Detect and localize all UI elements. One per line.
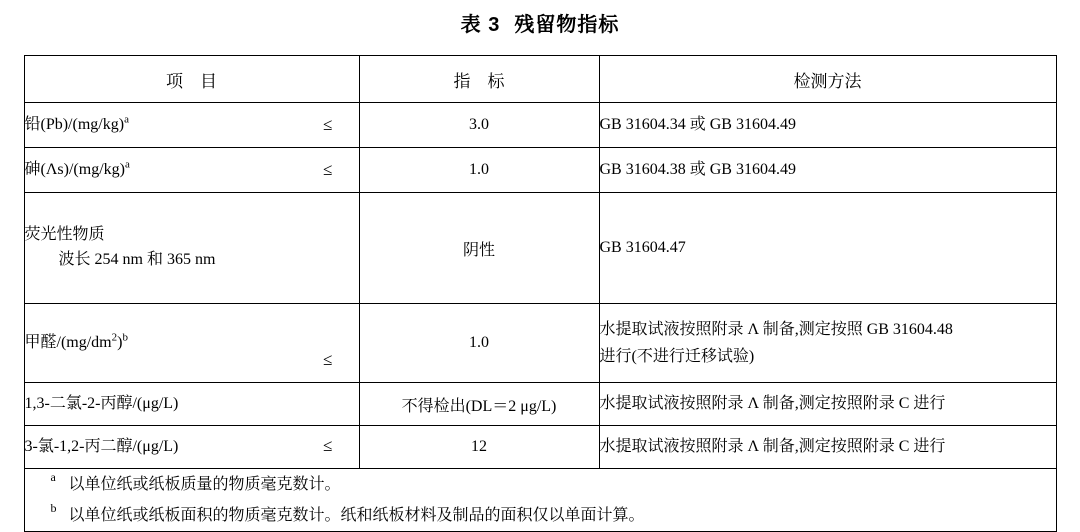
- table-row: [24, 426, 1056, 469]
- row-formaldehyde-item-exponent: 2: [111, 331, 118, 344]
- row-dichloropropanol-method: 水提取试液按照附录 Λ 制备,测定按照附录 C 进行: [599, 383, 1056, 426]
- row-formaldehyde-method-line1: 水提取试液按照附录 Λ 制备,测定按照 GB 31604.48: [599, 320, 953, 338]
- row-chloropropanediol-method: 水提取试液按照附录 Λ 制备,测定按照附录 C 进行: [599, 426, 1056, 469]
- footnote-a-mark: a: [50, 470, 56, 484]
- row-arsenic-operator: ≤: [323, 159, 333, 179]
- table-row: [24, 304, 1056, 383]
- table-number: 表 3: [460, 14, 501, 36]
- row-formaldehyde-item-label: 甲醛/(mg/dm: [24, 333, 112, 351]
- footnote-b-mark: b: [50, 501, 57, 516]
- row-lead-item-footnote-mark: a: [124, 113, 129, 126]
- row-formaldehyde-item: [24, 304, 359, 383]
- row-arsenic-item-footnote-mark: a: [124, 158, 130, 171]
- row-formaldehyde-item-footnote-mark: b: [122, 331, 128, 344]
- footnote-a-text: 以单位纸或纸板质量的物质毫克数计。: [68, 476, 341, 493]
- row-lead-index: 3.0: [359, 103, 599, 148]
- row-chloropropanediol-item-label: 3-氯-1,2-丙二醇/(μg/L): [24, 437, 179, 455]
- table-footnotes: [24, 469, 1056, 532]
- table-title: [0, 0, 1080, 55]
- row-formaldehyde-method: [599, 304, 1056, 383]
- row-chloropropanediol-item: [24, 426, 359, 469]
- row-dichloropropanol-item: [24, 383, 359, 426]
- row-dichloropropanol-index: 不得检出(DL＝2 μg/L): [359, 383, 599, 426]
- table-row: [24, 383, 1056, 426]
- header-index: [359, 56, 599, 103]
- row-lead-item: [24, 103, 359, 148]
- footnote-b-text: 以单位纸或纸板面积的物质毫克数计。纸和纸板材料及制品的面积仅以单面计算。: [68, 507, 645, 525]
- row-arsenic-item: [24, 148, 359, 193]
- row-formaldehyde-operator: ≤: [323, 349, 333, 369]
- row-formaldehyde-index: 1.0: [359, 304, 599, 383]
- table-row: [24, 103, 1056, 148]
- row-formaldehyde-item-suffix: ): [117, 333, 123, 351]
- row-fluorescent-index: 阴性: [359, 193, 599, 304]
- table-footnotes-row: [24, 469, 1056, 532]
- row-chloropropanediol-index: 12: [359, 426, 599, 469]
- header-method: [599, 56, 1056, 103]
- row-fluorescent-item-label: 荧光性物质: [24, 226, 105, 244]
- table-row: [24, 193, 1056, 304]
- footnote-a: [25, 469, 1056, 500]
- row-lead-method: GB 31604.34 或 GB 31604.49: [599, 103, 1056, 148]
- row-arsenic-index: 1.0: [359, 148, 599, 193]
- header-index-label: 指 标: [453, 71, 505, 91]
- row-fluorescent-item-sublabel: 波长 254 nm 和 365 nm: [58, 251, 216, 268]
- row-fluorescent-method: GB 31604.47: [599, 193, 1056, 304]
- row-dichloropropanol-item-label: 1,3-二氯-2-丙醇/(μg/L): [24, 394, 179, 412]
- header-item: [24, 56, 359, 103]
- row-chloropropanediol-operator: ≤: [323, 435, 333, 455]
- row-arsenic-item-label: 砷(Λs)/(mg/kg): [24, 160, 125, 178]
- header-method-label: 检测方法: [793, 71, 862, 91]
- table-caption: 残留物指标: [514, 14, 620, 36]
- row-lead-item-label: 铅(Pb)/(mg/kg): [24, 115, 125, 133]
- row-fluorescent-item: [24, 193, 359, 304]
- row-formaldehyde-method-line2: 进行(不进行迁移试验): [599, 348, 755, 365]
- row-lead-operator: ≤: [323, 114, 333, 134]
- table-header-row: [24, 56, 1056, 103]
- header-item-label: 项 目: [166, 71, 217, 91]
- table-row: [24, 148, 1056, 193]
- row-arsenic-method: GB 31604.38 或 GB 31604.49: [599, 148, 1056, 193]
- residue-spec-table: [24, 55, 1057, 532]
